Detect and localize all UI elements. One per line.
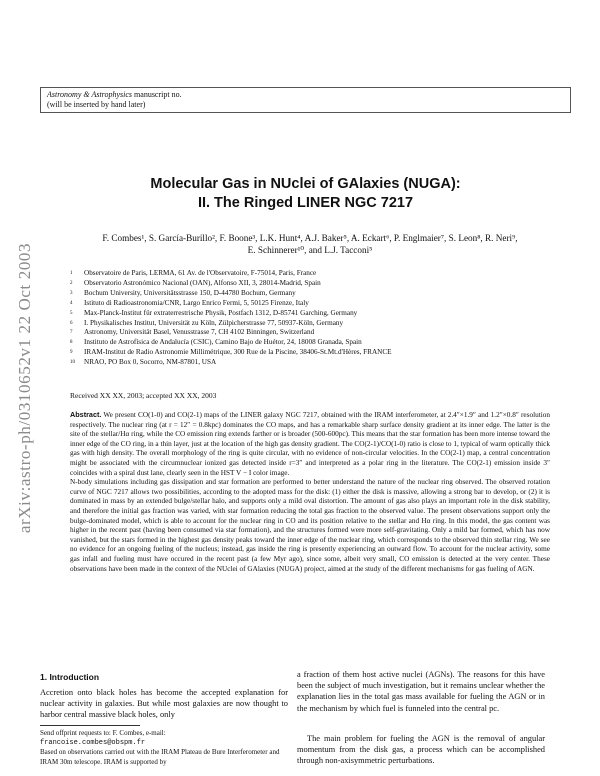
affiliation-list bbox=[70, 269, 550, 368]
footnote-offprint: Send offprint requests to: F. Combes, e-mail: bbox=[40, 729, 166, 737]
authors-line-1: F. Combes¹, S. García-Burillo², F. Boone³, L.K. Hunt⁴, A.J. Baker⁵, A. Eckart⁶, P. Englmaier⁷, S. Leon⁸, R. Neri⁹, bbox=[102, 233, 518, 243]
affiliation-number: 10 bbox=[70, 360, 75, 366]
affiliation-item bbox=[70, 289, 550, 299]
affiliation-text: Observatoire de Paris, LERMA, 61 Av. de l'Observatoire, F-75014, Paris, France bbox=[84, 269, 317, 277]
affiliation-number: 2 bbox=[70, 280, 73, 286]
affiliation-text: Max-Planck-Institut für extraterrestrische Physik, Postfach 1312, D-85741 Garching, Germany bbox=[84, 308, 358, 317]
intro-right-paragraph-1: a fraction of them host active nuclei (AGNs). The reasons for this have been the subject of much investigation, but it remains unclear whether the explanation lies in the total gas mass available for fueling the AGN or in the mechanism by which fuel is funneled into the central pc. bbox=[297, 670, 545, 713]
abstract bbox=[70, 410, 550, 574]
journal-name: Astronomy & Astrophysics bbox=[47, 90, 133, 99]
abstract-paragraph-1: We present CO(1-0) and CO(2-1) maps of the LINER galaxy NGC 7217, obtained with the IRAM interferometer, at 2.4″×1.9″ and 1.2″×0.8″ resolution respectively. The nuclear ring (at r = 12″ = 0.8kpc) dominates the CO maps, and has a remarkable sharp surface density gradient at its inner edge. The latter is the site of the stellar/Hα ring, while the CO emission ring extends farther or is broader (500-600pc). This means that the star formation has been more intense toward the inner edge of the CO ring, in a thin layer, just at the location of the high gas density gradient. The CO(2-1)/CO(1-0) ratio is close to 1, typical of warm optically thick gas with high density. The overall morphology of the ring is quite circular, with no evidence of non-circular velocities. In the CO(2-1) map, a central concentration might be associated with the circumnuclear ionized gas detected inside r=3″ and interpreted as a polar ring in the literature. The CO(2-1) emission inside 3″ coincides with a spiral dust lane, clearly seen in the HST V − I color image. bbox=[70, 411, 550, 477]
footnote-email: francoise.combes@obspm.fr bbox=[40, 738, 146, 747]
affiliation-text: Astronomy, Universität Basel, Venusstrasse 7, CH 4102 Binningen, Switzerland bbox=[84, 328, 315, 337]
affiliation-item bbox=[70, 358, 550, 368]
section-heading: 1. Introduction bbox=[40, 672, 100, 682]
intro-left-column: Accretion onto black holes has become the accepted explanation for nuclear activity in galaxies. But while most galaxies are now thought to harbor central massive black holes, only bbox=[40, 688, 288, 720]
affiliation-item bbox=[70, 338, 550, 348]
affiliation-number: 5 bbox=[70, 310, 73, 316]
affiliation-number: 4 bbox=[70, 300, 73, 306]
abstract-label: Abstract. bbox=[70, 410, 102, 419]
footnote bbox=[40, 729, 288, 767]
affiliation-text: I. Physikalisches Institut, Universität zu Köln, Zülpicherstrasse 77, 50937-Köln, Germany bbox=[84, 318, 344, 327]
affiliation-number: 1 bbox=[70, 271, 73, 276]
title-line-2: II. The Ringed LINER NGC 7217 bbox=[197, 195, 414, 211]
affiliation-number: 9 bbox=[70, 350, 73, 356]
affiliation-item bbox=[70, 269, 550, 279]
affiliation-text: Instituto de Astrofísica de Andalucía (CSIC), Camino Bajo de Huétor, 24, 18008 Granada, Spain bbox=[84, 338, 362, 347]
received-date: Received XX XX, 2003; accepted XX XX, 2003 bbox=[70, 391, 217, 400]
affiliation-item bbox=[70, 309, 550, 319]
affiliation-item bbox=[70, 328, 550, 338]
affiliation-number: 6 bbox=[70, 320, 73, 326]
affiliation-number: 8 bbox=[70, 340, 73, 346]
title-line-1: Molecular Gas in NUclei of GAlaxies (NUGA): bbox=[150, 176, 461, 192]
affiliation-text: Observatorio Astronómico Nacional (OAN), Alfonso XII, 3, 28014-Madrid, Spain bbox=[84, 278, 321, 287]
affiliation-text: IRAM-Institut de Radio Astronomie Millimétrique, 300 Rue de la Piscine, 38406-St.Mt.d'Hères, FRANCE bbox=[84, 348, 392, 357]
affiliation-text: Istituto di Radioastronomia/CNR, Largo Enrico Fermi, 5, 50125 Firenze, Italy bbox=[84, 298, 309, 307]
journal-header-box bbox=[40, 87, 571, 113]
affiliation-number: 3 bbox=[70, 290, 73, 296]
affiliation-item bbox=[70, 279, 550, 289]
footnote-rule bbox=[40, 725, 140, 726]
footnote-observations: Based on observations carried out with the IRAM Plateau de Bure Interferometer and IRAM 30m telescope. IRAM is supported by bbox=[40, 748, 280, 766]
affiliation-item bbox=[70, 319, 550, 329]
affiliation-text: NRAO, PO Box 0, Socorro, NM-87801, USA bbox=[84, 358, 217, 367]
paper-title bbox=[40, 175, 571, 213]
header-note: (will be inserted by hand later) bbox=[47, 100, 146, 109]
authors-line-2: E. Schinnerer¹⁰, and L.J. Tacconi⁵ bbox=[247, 245, 373, 255]
affiliation-number: 7 bbox=[70, 330, 73, 336]
arxiv-stamp: arXiv:astro-ph/0310652v1 22 Oct 2003 bbox=[15, 242, 34, 534]
manuscript-no: manuscript no. bbox=[132, 90, 182, 99]
intro-right-paragraph-2: The main problem for fueling the AGN is the removal of angular momentum from the disk gas, a process which can be accomplished through non-axisymmetric perturbations. bbox=[297, 734, 545, 766]
affiliation-item bbox=[70, 348, 550, 358]
author-list bbox=[60, 232, 560, 256]
affiliation-text: Bochum University, Universitätsstrasse 150, D-44780 Bochum, Germany bbox=[84, 288, 296, 297]
abstract-paragraph-2: N-body simulations including gas dissipation and star formation are performed to better understand the nature of the nuclear ring observed. The observed rotation curve of NGC 7217 allows two possibilities, according to the adopted mass for the disk: (1) either the disk is massive, allowing a strong bar to develop, or (2) it is dominated in mass by an extended bulge/stellar halo, and supports only a mild oval distortion. The amount of gas also plays an important role in the disk stability, and therefore the initial gas fraction was varied, with star formation reducing the total gas fraction to the observed value. The present observations support only the bulge-dominated model, which is able to account for the nuclear ring in CO and its position relative to the stellar and Hα ring. In this model, the gas content was higher in the recent past (having been consumed via star formation), and the structures formed were more self-gravitating. Only a mild bar formed, which has now vanished, but the stars formed in the highest gas density peaks toward the inner edge of the nuclear ring, which corresponds to the observed thin stellar ring. We see no evidence for an ongoing fueling of the nucleus; instead, gas inside the ring is presently experiencing an outward flow. To account for the nuclear activity, some gas infall and fueling must have occured in the recent past (a few Myr ago), since some, albeit very small, CO emission is detected at the very center. These observations have been made in the context of the NUclei of GAlaxies (NUGA) project, aimed at the study of the different mechanisms for gas fueling of AGN. bbox=[70, 478, 550, 573]
affiliation-item bbox=[70, 299, 550, 309]
